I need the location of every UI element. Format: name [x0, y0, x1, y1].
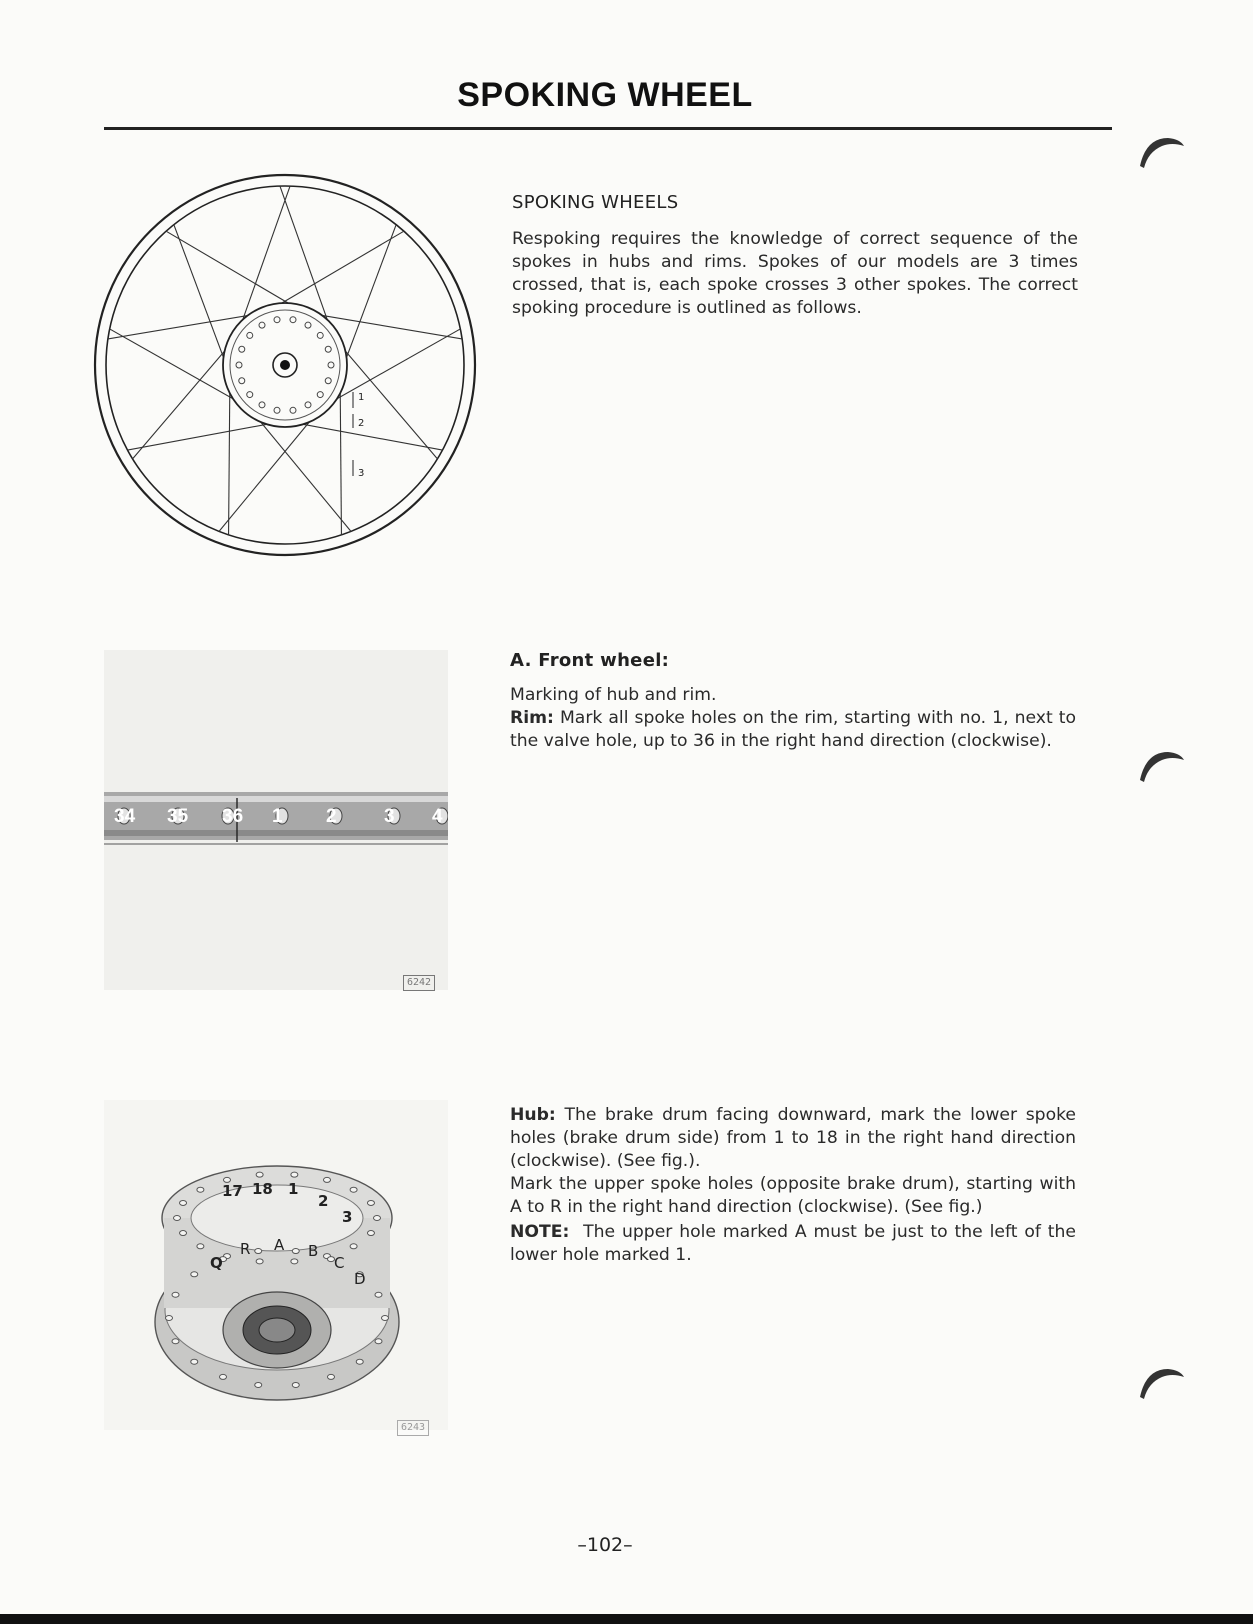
hub-upper-letter: C: [334, 1254, 345, 1272]
callout-1: 1: [358, 392, 365, 403]
hub-flange-hole: [382, 1316, 389, 1321]
hub-flange-hole: [255, 1249, 262, 1254]
hub-flange-hole: [255, 1382, 262, 1387]
title-rule: [104, 127, 1112, 130]
hub-flange-hole: [256, 1172, 263, 1177]
marking-line: Marking of hub and rim.: [510, 685, 717, 705]
hub-flange-hole: [291, 1172, 298, 1177]
intro-paragraph: Respoking requires the knowledge of correct sequence of the spokes in hubs and rims. Spokes of our models are 3 times crossed, that is, each spoke crosses 3 other spokes. The correct spoking procedure is outlined as follows.: [512, 229, 1078, 318]
callout-3: 3: [358, 468, 365, 479]
hub-upper-paragraph: Mark the upper spoke holes (opposite brake drum), starting with A to R in the right hand direction (clockwise). (See fig.): [510, 1174, 1076, 1217]
section-heading-front-wheel: A. Front wheel:: [510, 650, 670, 671]
hub-flange-hole: [375, 1339, 382, 1344]
hub-flange-hole: [197, 1187, 204, 1192]
hub-lower-number: 18: [252, 1180, 273, 1198]
binder-hole-icon: [1138, 748, 1186, 784]
rim-number: 36: [222, 806, 244, 827]
hub-flange-hole: [172, 1339, 179, 1344]
binder-hole-icon: [1138, 134, 1186, 170]
hub-flange-hole: [291, 1259, 298, 1264]
hub-lower-number: 1: [288, 1180, 299, 1198]
hub-flange-hole: [350, 1187, 357, 1192]
hub-lower-number: 3: [342, 1208, 353, 1226]
hub-flange-hole: [328, 1374, 335, 1379]
note-paragraph: [510, 1221, 1076, 1267]
hub-label: Hub:: [510, 1105, 556, 1125]
hub-flange-hole: [375, 1292, 382, 1297]
rim-figure-code: 6242: [403, 975, 435, 991]
hub-flange-hole: [292, 1249, 299, 1254]
hub-flange-hole: [191, 1272, 198, 1277]
section-heading-spoking-wheels: SPOKING WHEELS: [512, 192, 679, 213]
hub-flange-hole: [174, 1216, 181, 1221]
front-wheel-text: [510, 684, 1076, 753]
hub-flange-hole: [180, 1231, 187, 1236]
note-label: NOTE:: [510, 1222, 570, 1242]
hub-figure-code: 6243: [397, 1420, 429, 1436]
hub-lower-number: 2: [318, 1192, 329, 1210]
hub-photo: [104, 1100, 448, 1430]
hub-flange-hole: [180, 1200, 187, 1205]
hub-flange-hole: [172, 1292, 179, 1297]
rim-number: 3: [384, 806, 395, 827]
hub-text: [510, 1104, 1076, 1267]
hub-upper-letter: R: [240, 1240, 251, 1258]
page-title: SPOKING WHEEL: [457, 76, 753, 114]
page-number: –102–: [577, 1534, 633, 1556]
rim-number: 34: [114, 806, 136, 827]
hub-flange-hole: [356, 1359, 363, 1364]
rim-label: Rim:: [510, 708, 554, 728]
hub-flange-hole: [350, 1244, 357, 1249]
hub-upper-letter: D: [354, 1270, 366, 1288]
rim-photo: [104, 650, 448, 990]
hub-flange-hole: [166, 1316, 173, 1321]
hub-paragraph: [510, 1104, 1076, 1173]
hub-flange-hole: [374, 1216, 381, 1221]
hub-flange-hole: [220, 1374, 227, 1379]
rim-number: 35: [167, 806, 189, 827]
hub-flange-hole: [191, 1359, 198, 1364]
hub-upper-letter: Q: [210, 1254, 223, 1272]
rim-number: 1: [272, 806, 283, 827]
hub-upper-letter: A: [274, 1236, 285, 1254]
callout-2: 2: [358, 418, 365, 429]
hub-upper-letter: B: [308, 1242, 319, 1260]
hub-flange-hole: [324, 1177, 331, 1182]
hub-flange-hole: [367, 1200, 374, 1205]
bottom-edge-bar: [0, 1614, 1253, 1624]
hub-lower-number: 17: [222, 1182, 243, 1200]
rim-number-row: [112, 806, 452, 830]
hub-flange-hole: [256, 1259, 263, 1264]
hub-figure: [104, 1100, 448, 1430]
hub-flange-hole: [367, 1231, 374, 1236]
hub-flange-hole: [292, 1382, 299, 1387]
hub-lower-text: The brake drum facing downward, mark the lower spoke holes (brake drum side) from 1 to 18 in the right hand direction (clockwise). (See fig.).: [510, 1105, 1076, 1171]
rim-paragraph: [510, 707, 1076, 753]
rim-text: Mark all spoke holes on the rim, starting with no. 1, next to the valve hole, up to 36 in the right hand direction (clockwise).: [510, 708, 1076, 751]
hub-flange-hole: [197, 1244, 204, 1249]
rim-number: 4: [432, 806, 443, 827]
note-text: The upper hole marked A must be just to the left of the lower hole marked 1.: [510, 1222, 1076, 1265]
binder-hole-icon: [1138, 1365, 1186, 1401]
wheel-spoke-diagram: [90, 170, 480, 560]
rim-number: 2: [326, 806, 337, 827]
